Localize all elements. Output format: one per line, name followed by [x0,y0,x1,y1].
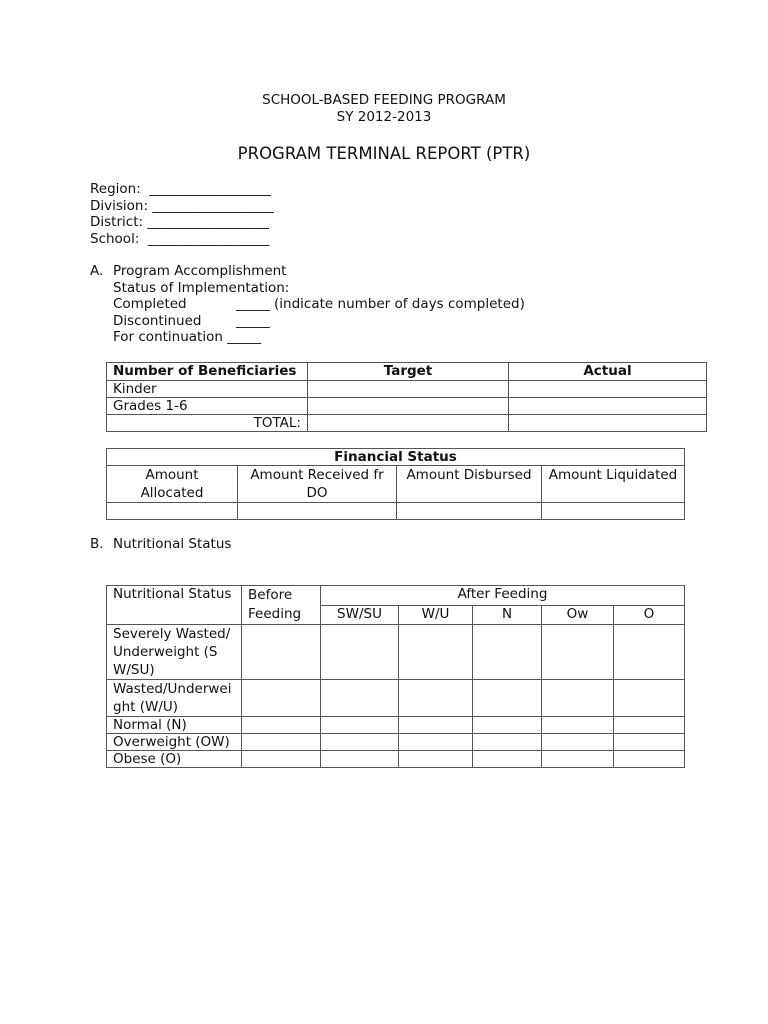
row-label: Grades 1-6 [107,398,308,415]
col-beneficiaries: Number of Beneficiaries [107,363,308,381]
row-label: Normal (N) [107,717,242,734]
school-year: SY 2012-2013 [336,109,432,125]
after-cell[interactable] [614,680,685,717]
after-cell[interactable] [542,717,614,734]
col-amount-allocated: Amount Allocated [107,466,238,503]
table-row [107,751,685,768]
beneficiaries-table [106,362,707,432]
after-cell[interactable] [614,734,685,751]
division-field: Division: __________________ [90,197,274,214]
total-label: TOTAL: [107,415,308,432]
col-before-feeding: Before Feeding [242,586,321,625]
after-cell[interactable] [321,680,399,717]
after-cell[interactable] [614,717,685,734]
after-cell[interactable] [473,751,542,768]
table-row [107,381,707,398]
before-cell[interactable] [242,734,321,751]
after-cell[interactable] [399,625,473,680]
discontinued-line: Discontinued _____ [113,312,270,329]
after-cell[interactable] [321,734,399,751]
col-n: N [473,605,542,625]
col-actual: Actual [509,363,707,381]
after-cell[interactable] [399,734,473,751]
after-cell[interactable] [614,625,685,680]
location-fields [90,181,274,247]
actual-cell[interactable] [509,415,707,432]
disbursed-cell[interactable] [397,503,542,520]
before-cell[interactable] [242,625,321,680]
actual-cell[interactable] [509,398,707,415]
target-cell[interactable] [308,415,509,432]
col-sw-su: SW/SU [321,605,399,625]
col-ow: Ow [542,605,614,625]
row-label: Overweight (OW) [107,734,242,751]
before-cell[interactable] [242,751,321,768]
col-after-feeding: After Feeding [321,586,685,606]
after-cell[interactable] [321,717,399,734]
after-cell[interactable] [321,625,399,680]
col-amount-received: Amount Received fr DO [238,466,397,503]
table-row [107,680,685,717]
nutrition-table [106,585,685,768]
after-cell[interactable] [542,734,614,751]
table-row [107,415,707,432]
target-cell[interactable] [308,381,509,398]
district-field: District: __________________ [90,214,269,231]
col-amount-disbursed: Amount Disbursed [397,466,542,503]
page-title: PROGRAM TERMINAL REPORT (PTR) [237,144,531,163]
target-cell[interactable] [308,398,509,415]
status-heading: Status of Implementation: [113,279,290,296]
col-o: O [614,605,685,625]
after-cell[interactable] [473,680,542,717]
section-a [90,263,525,346]
after-cell[interactable] [321,751,399,768]
region-field: Region: __________________ [90,181,271,197]
liquidated-cell[interactable] [542,503,685,520]
after-cell[interactable] [399,751,473,768]
col-amount-liquidated: Amount Liquidated [542,466,685,503]
section-a-heading: Program Accomplishment [113,263,287,279]
after-cell[interactable] [473,717,542,734]
after-cell[interactable] [399,717,473,734]
col-target: Target [308,363,509,381]
program-heading: SCHOOL-BASED FEEDING PROGRAM [262,92,506,108]
financial-title: Financial Status [107,449,685,466]
after-cell[interactable] [473,734,542,751]
before-cell[interactable] [242,717,321,734]
section-a-letter: A. [90,263,104,279]
after-cell[interactable] [614,751,685,768]
section-b [90,536,231,552]
before-cell[interactable] [242,680,321,717]
completed-line: Completed _____ (indicate number of days completed) [113,296,525,313]
after-cell[interactable] [542,751,614,768]
table-row [107,398,707,415]
row-label: Obese (O) [107,751,242,768]
row-label: Kinder [107,381,308,398]
after-cell[interactable] [473,625,542,680]
after-cell[interactable] [542,625,614,680]
row-label: Wasted/Underweight (W/U) [107,680,242,717]
actual-cell[interactable] [509,381,707,398]
col-nutritional-status: Nutritional Status [107,586,242,625]
received-cell[interactable] [238,503,397,520]
table-row [107,717,685,734]
financial-table [106,448,685,520]
row-label: Severely Wasted/Underweight (SW/SU) [107,625,242,680]
section-b-heading: Nutritional Status [113,536,232,552]
table-row [107,503,685,520]
table-row [107,734,685,751]
after-cell[interactable] [399,680,473,717]
continuation-line: For continuation _____ [113,329,261,346]
section-b-letter: B. [90,536,104,552]
col-w-u: W/U [399,605,473,625]
table-row [107,625,685,680]
allocated-cell[interactable] [107,503,238,520]
school-field: School: __________________ [90,230,270,247]
after-cell[interactable] [542,680,614,717]
